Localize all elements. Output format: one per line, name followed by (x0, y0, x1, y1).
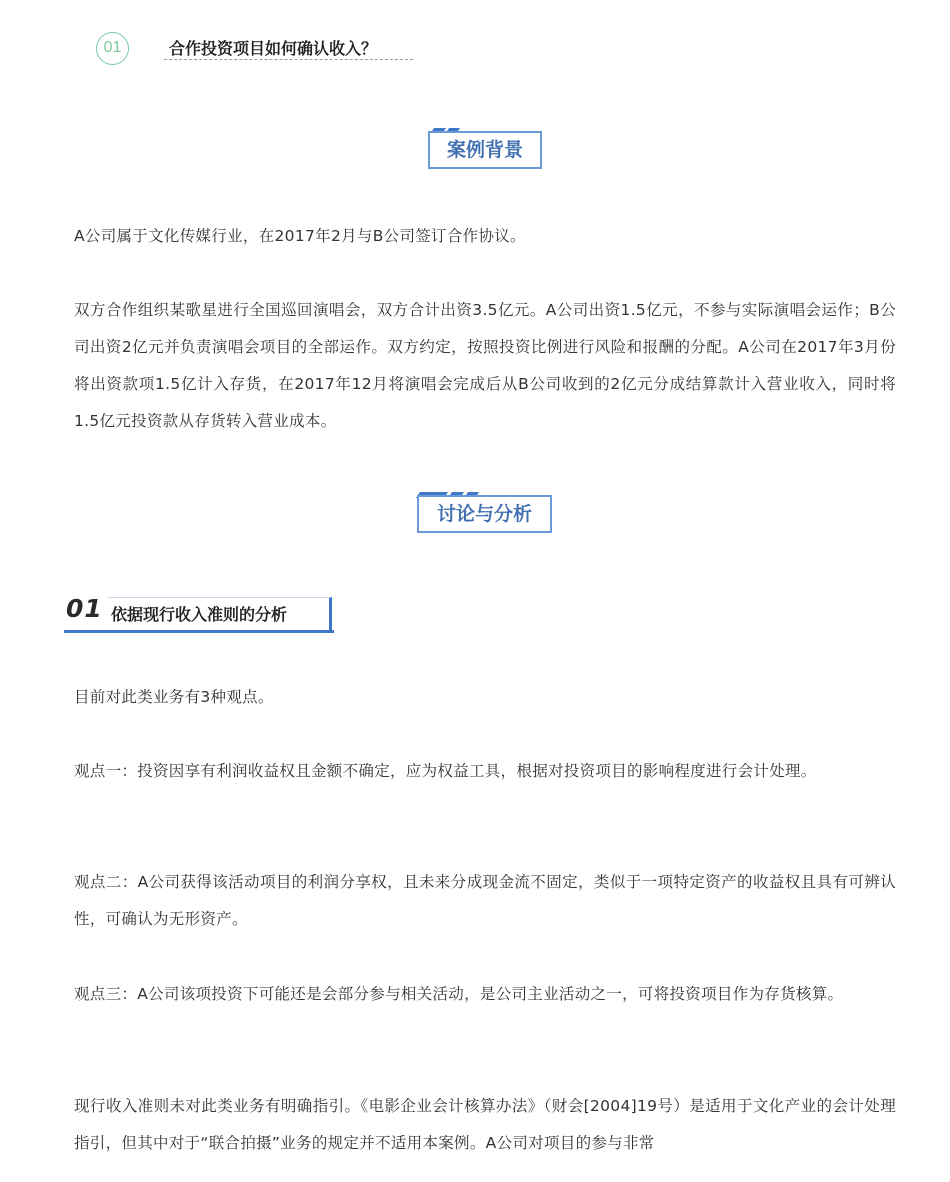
paragraph-view-three: 观点三：A公司该项投资下可能还是会部分参与相关活动，是公司主业活动之一，可将投资项目作为存货核算。 (74, 985, 844, 1003)
subheading-underline (64, 630, 334, 633)
question-underline (164, 59, 413, 60)
question-title: 合作投资项目如何确认收入？ (169, 39, 378, 58)
subheading-current-standards (64, 594, 334, 638)
section-badge-discussion: 讨论与分析 (417, 495, 552, 533)
subheading-title: 依据现行收入准则的分析 (111, 605, 288, 624)
paragraph-current-guidance: 现行收入准则未对此类业务有明确指引。《电影企业会计核算办法》（财会[2004]19号）是适用于文化产业的会计处理指引，但其中对于“联合拍摄”业务的规定并不适用本案例。A公司对项目的参与非常 (74, 1097, 896, 1152)
subheading-number: 01 (66, 594, 103, 623)
section-badge-background: 案例背景 (428, 131, 542, 169)
paragraph-view-one: 观点一：投资因享有利润收益权且金额不确定，应为权益工具，根据对投资项目的影响程度进行会计处理。 (74, 762, 817, 780)
paragraph-company-info: A公司属于文化传媒行业，在2017年2月与B公司签订合作协议。 (74, 227, 526, 245)
paragraph-three-views-intro: 目前对此类业务有3种观点。 (74, 688, 274, 706)
paragraph-view-two: 观点二：A公司获得该活动项目的利润分享权，且未来分成现金流不固定，类似于一项特定资产的收益权且具有可辨认性，可确认为无形资产。 (74, 873, 896, 928)
paragraph-cooperation-details: 双方合作组织某歌星进行全国巡回演唱会，双方合计出资3.5亿元。A公司出资1.5亿元，不参与实际演唱会运作；B公司出资2亿元并负责演唱会项目的全部运作。双方约定，按照投资比例进行风险和报酬的分配。A公司在2017年3月份将出资款项1.5亿计入存货，在2017年12月将演唱会完成后从B公司收到的2亿元分成结算款计入营业收入，同时将1.5亿元投资款从存货转入营业成本。 (74, 301, 896, 430)
question-number-circle: 01 (96, 32, 129, 65)
question-header (96, 32, 416, 68)
